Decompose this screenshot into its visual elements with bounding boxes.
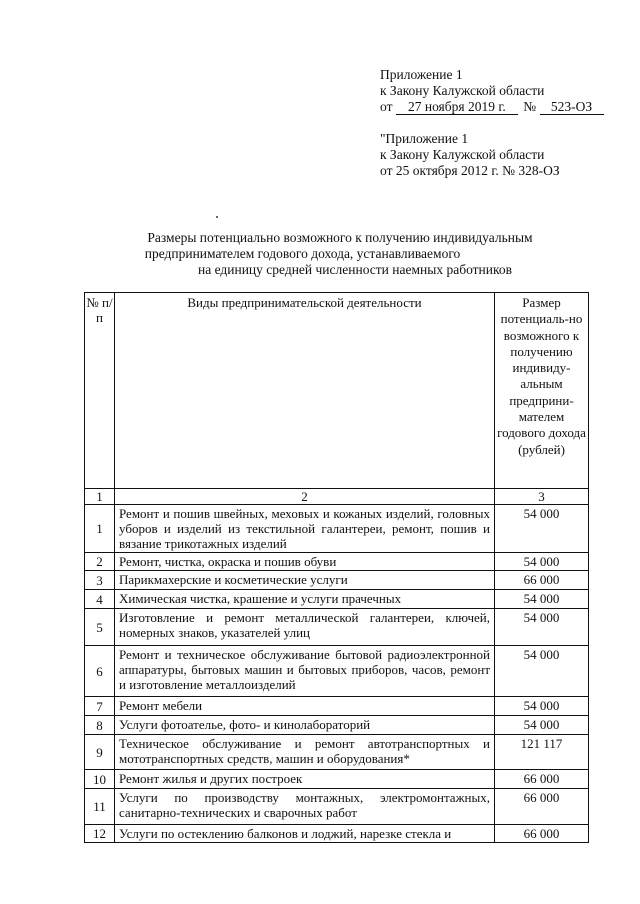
row-activity: Парикмахерские и косметические услуги [115,571,495,590]
row-activity: Ремонт мебели [115,697,495,716]
title-line-3: на единицу средней численности наемных работников [197,262,512,277]
appendix-label: Приложение 1 [380,67,463,82]
title-line-2: предпринимателем годового дохода, устанавливаемого [144,246,461,261]
row-num: 10 [85,770,115,789]
header-num-text: № п/п [86,295,113,325]
quoted-appendix-label: "Приложение 1 [380,131,469,146]
table-row [85,697,589,716]
table-header-row [85,293,589,489]
document-title [0,230,640,278]
table-row [85,770,589,789]
header-activity-text: Виды предпринимательской деятельности [187,295,422,310]
row-num: 1 [85,505,115,553]
title-line-1: Размеры потенциально возможного к получению индивидуальным [147,230,533,245]
quoted-appendix-header [380,131,560,179]
quoted-date-line: от 25 октября 2012 г. № 328-ОЗ [380,163,560,178]
row-num: 2 [85,553,115,571]
row-amount: 66 000 [495,770,589,789]
table-row [85,571,589,590]
row-num: 7 [85,697,115,716]
row-amount: 121 117 [495,735,589,770]
row-activity: Ремонт и техническое обслуживание бытовой радиоэлектронной аппаратуры, бытовых машин и бытовых приборов, часов, ремонт и изготовление металлоизделий [115,646,495,697]
index-cell: 3 [495,489,589,505]
row-activity: Услуги по остеклению балконов и лоджий, нарезке стекла и [115,825,495,843]
table-row [85,609,589,646]
row-num: 9 [85,735,115,770]
row-num: 12 [85,825,115,843]
table-row [85,646,589,697]
header-activity [115,293,495,489]
row-amount: 66 000 [495,789,589,825]
row-amount: 54 000 [495,646,589,697]
table-row [85,505,589,553]
header-amount-text: Размер потенциаль-но возможного к получению индивиду-альным предприни-мателем годового дохода (рублей) [497,295,586,457]
law-reference: к Закону Калужской области [380,83,545,98]
table-row [85,825,589,843]
row-amount: 54 000 [495,590,589,609]
column-index-row [85,489,589,505]
row-num: 4 [85,590,115,609]
scan-speck [216,216,218,218]
table-row [85,735,589,770]
number-sign: № [523,99,537,114]
date-value: 27 ноября 2019 г. [396,100,518,115]
row-activity: Ремонт, чистка, окраска и пошив обуви [115,553,495,571]
row-amount: 66 000 [495,571,589,590]
header-amount [495,293,589,489]
row-activity: Изготовление и ремонт металлической галантереи, ключей, номерных знаков, указателей улиц [115,609,495,646]
row-num: 8 [85,716,115,735]
quoted-law-reference: к Закону Калужской области [380,147,545,162]
row-amount: 54 000 [495,716,589,735]
row-amount: 54 000 [495,553,589,571]
table-row [85,789,589,825]
row-amount: 54 000 [495,505,589,553]
header-num [85,293,115,489]
row-num: 11 [85,789,115,825]
income-table [84,292,589,843]
adoption-date-line [380,99,604,115]
row-amount: 66 000 [495,825,589,843]
row-activity: Услуги по производству монтажных, электромонтажных, санитарно-технических и сварочных работ [115,789,495,825]
row-num: 5 [85,609,115,646]
row-activity: Ремонт жилья и других построек [115,770,495,789]
table-row [85,590,589,609]
table-row [85,553,589,571]
table-row [85,716,589,735]
row-amount: 54 000 [495,697,589,716]
row-num: 3 [85,571,115,590]
row-activity: Ремонт и пошив швейных, меховых и кожаных изделий, головных уборов и изделий из текстильной галантереи, ремонт, пошив и вязание трикотажных изделий [115,505,495,553]
row-activity: Химическая чистка, крашение и услуги прачечных [115,590,495,609]
law-number: 523-ОЗ [540,100,604,115]
row-activity: Услуги фотоателье, фото- и кинолабораторий [115,716,495,735]
row-num: 6 [85,646,115,697]
row-activity: Техническое обслуживание и ремонт автотранспортных и мототранспортных средств, машин и оборудования* [115,735,495,770]
index-cell: 1 [85,489,115,505]
index-cell: 2 [115,489,495,505]
date-prefix: от [380,99,393,114]
appendix-header [380,67,604,115]
row-amount: 54 000 [495,609,589,646]
